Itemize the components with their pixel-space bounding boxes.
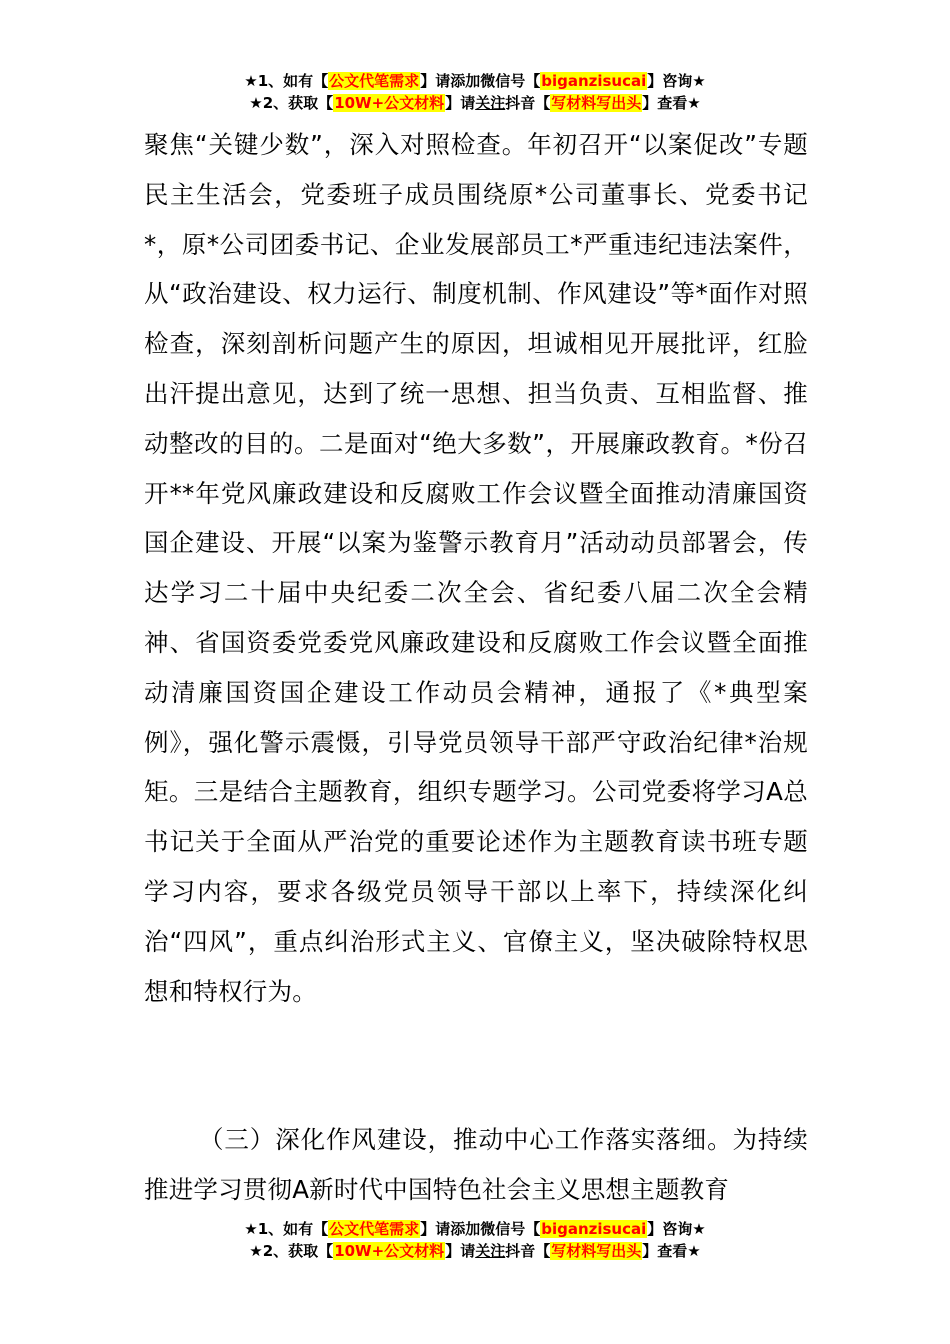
banner-highlight: 写材料写出头 <box>551 94 642 112</box>
banner-text: 】请 <box>445 1242 476 1260</box>
banner-highlight: 10W+公文材料 <box>334 94 445 112</box>
banner-line-2 <box>0 92 950 114</box>
banner-text: ★1、如有【 <box>244 1220 329 1238</box>
banner-text: 】咨询★ <box>647 1220 706 1238</box>
header-banner <box>0 70 950 114</box>
banner-line-1 <box>0 1218 950 1240</box>
banner-wechat-id: biganzisucai <box>541 1220 647 1238</box>
banner-text: 】请 <box>445 94 476 112</box>
banner-text: 】查看★ <box>642 94 701 112</box>
banner-text: 】咨询★ <box>647 72 706 90</box>
body-paragraph: 聚焦“关键少数”，深入对照检查。年初召开“以案促改”专题民主生活会，党委班子成员围绕原*公司董事长、党委书记*，原*公司团委书记、企业发展部员工*严重违纪违法案件，从“政治建设、权力运行、制度机制、作风建设”等*面作对照检查，深刻剖析问题产生的原因，坦诚相见开展批评，红脸出汗提出意见，达到了统一思想、担当负责、互相监督、推动整改的目的。二是面对“绝大多数”，开展廉政教育。*份召开**年党风廉政建设和反腐败工作会议暨全面推动清廉国资国企建设、开展“以案为鉴警示教育月”活动动员部署会，传达学习二十届中央纪委二次全会、省纪委八届二次全会精神、省国资委党委党风廉政建设和反腐败工作会议暨全面推动清廉国资国企建设工作动员会精神，通报了《*典型案例》，强化警示震慑，引导党员领导干部严守政治纪律*治规矩。三是结合主题教育，组织专题学习。公司党委将学习A总书记关于全面从严治党的重要论述作为主题教育读书班专题学习内容，要求各级党员领导干部以上率下，持续深化纠治“四风”，重点纠治形式主义、官僚主义，坚决破除特权思想和特权行为。 <box>144 130 808 1006</box>
banner-text: 】请添加微信号【 <box>420 72 541 90</box>
banner-underlined: 关注 <box>475 94 506 112</box>
banner-line-2 <box>0 1240 950 1262</box>
banner-text: ★2、获取【 <box>249 94 334 112</box>
banner-text: 】请添加微信号【 <box>420 1220 541 1238</box>
banner-text: 】查看★ <box>642 1242 701 1260</box>
banner-highlight: 公文代笔需求 <box>329 1220 420 1238</box>
banner-line-1 <box>0 70 950 92</box>
banner-text: 抖音【 <box>505 94 551 112</box>
banner-highlight: 写材料写出头 <box>551 1242 642 1260</box>
banner-wechat-id: biganzisucai <box>541 72 647 90</box>
banner-highlight: 10W+公文材料 <box>334 1242 445 1260</box>
footer-banner <box>0 1218 950 1262</box>
section-paragraph: （三）深化作风建设，推动中心工作落实落细。为持续推进学习贯彻A新时代中国特色社会主义思想主题教育 <box>144 1125 808 1204</box>
banner-text: ★1、如有【 <box>244 72 329 90</box>
banner-text: ★2、获取【 <box>249 1242 334 1260</box>
banner-underlined: 关注 <box>475 1242 506 1260</box>
banner-highlight: 公文代笔需求 <box>329 72 420 90</box>
banner-text: 抖音【 <box>505 1242 551 1260</box>
